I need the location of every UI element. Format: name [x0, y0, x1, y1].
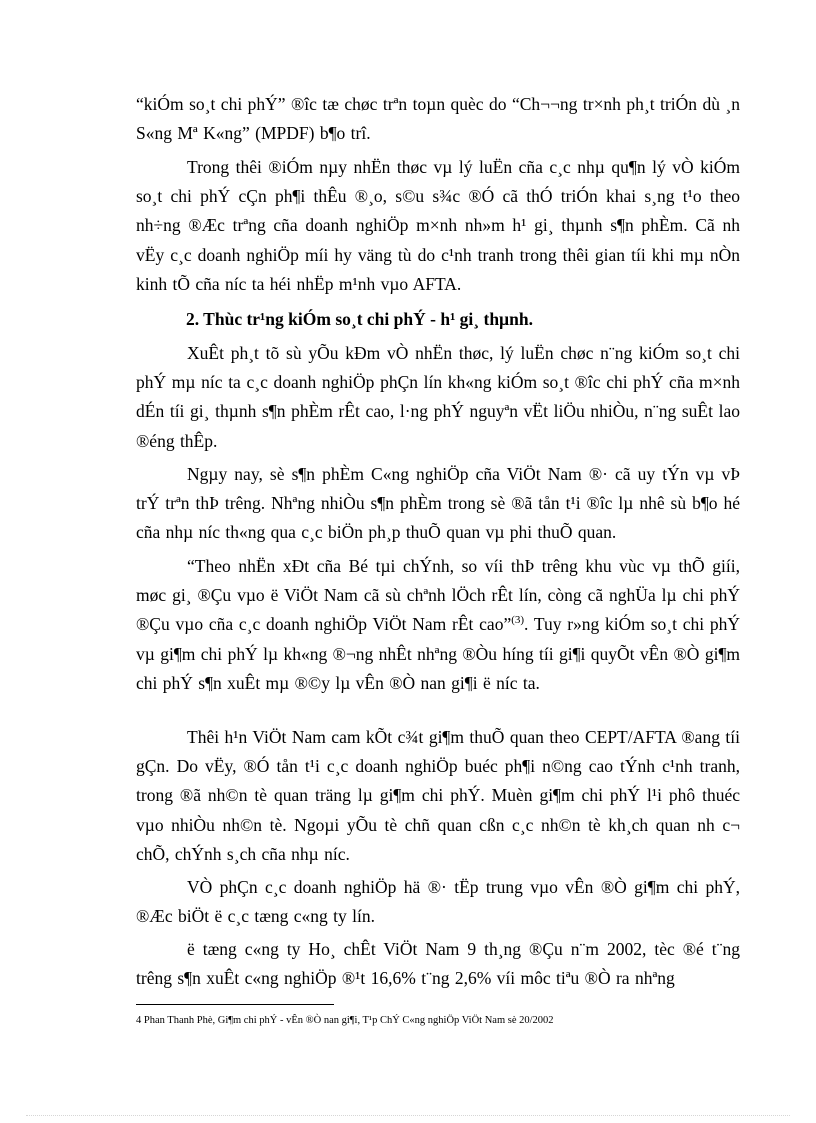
paragraph-8: [136, 935, 740, 993]
paragraph-1: [136, 90, 740, 148]
paragraph-5-text-cont: . Tuy r»ng kiÓm so¸t chi phÝ vµ gi¶m chi phÝ lµ kh«ng ®¬ng nhÊt nhªng ®Òu híng tíi gi¶i quyÕt vÊn ®Ò gi¶m chi phÝ s¶n xuÊt mµ ®©y lµ vÊn ®Ò nan gi¶i ë níc ta.: [136, 614, 740, 693]
paragraph-6-text: Thêi h¹n ViÖt Nam cam kÕt c¾t gi¶m thuÕ quan theo CEPT/AFTA ®ang tíi gÇn. Do vËy, ®Ó tån t¹i c¸c doanh nghiÖp buéc ph¶i n©ng cao tÝnh c¹nh tranh, trong ®ã nh©n tè quan träng lµ gi¶m chi phÝ. Muèn gi¶m chi phÝ l¹i phô thuéc vµo nhiÒu nh©n tè. Ngoµi yÕu tè chñ quan cßn c¸c nh©n tè kh¸ch quan nh c¬ chÕ, chÝnh s¸ch cña nhµ níc.: [136, 727, 740, 864]
paragraph-4: [136, 460, 740, 548]
paragraph-1-text: “kiÓm so¸t chi phÝ” ®îc tæ chøc trªn toµn quèc do “Ch¬¬ng tr×nh ph¸t triÓn dù ¸n S«ng Mª K«ng” (MPDF) b¶o trî.: [136, 94, 740, 144]
page-bottom-border: [26, 1115, 790, 1116]
paragraph-3: [136, 339, 740, 456]
reference-marker: (3): [511, 614, 525, 627]
paragraph-7: [136, 873, 740, 931]
paragraph-7-text: VÒ phÇn c¸c doanh nghiÖp hä ®· tËp trung vµo vÊn ®Ò gi¶m chi phÝ, ®Æc biÖt ë c¸c tæng c«ng ty lín.: [136, 877, 740, 927]
paragraph-4-text: Ngµy nay, sè s¶n phÈm C«ng nghiÖp cña ViÖt Nam ®· cã uy tÝn vµ vÞ trÝ trªn thÞ trêng. Nhªng nhiÒu s¶n phÈm trong sè ®ã tån t¹i ®îc lµ nhê sù b¶o hé cña nhµ níc th«ng qua c¸c biÖn ph¸p thuÕ quan vµ phi thuÕ quan.: [136, 464, 740, 543]
paragraph-3-text: XuÊt ph¸t tõ sù yÕu kÐm vÒ nhËn thøc, lý luËn chøc n¨ng kiÓm so¸t chi phÝ mµ níc ta c¸c doanh nghiÖp phÇn lín kh«ng kiÓm so¸t ®îc chi phÝ cña m×nh dÉn tíi gi¸ thµnh s¶n phÈm rÊt cao, l·ng phÝ nguyªn vËt liÖu nhiÒu, n¨ng suÊt lao ®éng thÊp.: [136, 343, 740, 451]
paragraph-2: [136, 153, 740, 299]
section-heading: 2. Thùc tr¹ng kiÓm so¸t chi phÝ - h¹ gi¸ thµnh.: [186, 309, 533, 329]
paragraph-5-text: “Theo nhËn xÐt cña Bé tµi chÝnh, so víi thÞ trêng khu vùc vµ thÕ giíi, møc gi¸ ®Çu vµo ë ViÖt Nam cã sù chªnh lÖch rÊt lín, còng cã nghÜa lµ chi phÝ ®Çu vµo cña c¸c doanh nghiÖp ViÖt Nam rÊt cao”: [136, 556, 740, 635]
footnote: 4 Phan Thanh Phè, Gi¶m chi phÝ - vÊn ®Ò nan gi¶i, T¹p ChÝ C«ng nghiÖp ViÖt Nam sè 20/2002: [136, 1015, 554, 1026]
paragraph-8-text: ë tæng c«ng ty Ho¸ chÊt ViÖt Nam 9 th¸ng ®Çu n¨m 2002, tèc ®é t¨ng trêng s¶n xuÊt c«ng nghiÖp ®¹t 16,6% t¨ng 2,6% víi môc tiªu ®Ò ra nhªng: [136, 939, 740, 989]
footnote-separator: [136, 1004, 334, 1005]
paragraph-2-text: Trong thêi ®iÓm nµy nhËn thøc vµ lý luËn cña c¸c nhµ qu¶n lý vÒ kiÓm so¸t chi phÝ cÇn ph¶i thÊu ®¸o, s©u s¾c ®Ó cã thÓ triÓn khai s¸ng t¹o theo nh÷ng ®Æc trªng cña doanh nghiÖp m×nh nh»m h¹ gi¸ thµnh s¶n phÈm. Cã nh vËy c¸c doanh nghiÖp míi hy väng tù do c¹nh tranh trong thêi gian tíi khi mµ nÒn kinh tÕ cña níc ta héi nhËp m¹nh vµo AFTA.: [136, 157, 740, 294]
paragraph-6: [136, 723, 740, 869]
paragraph-5: [136, 552, 740, 698]
